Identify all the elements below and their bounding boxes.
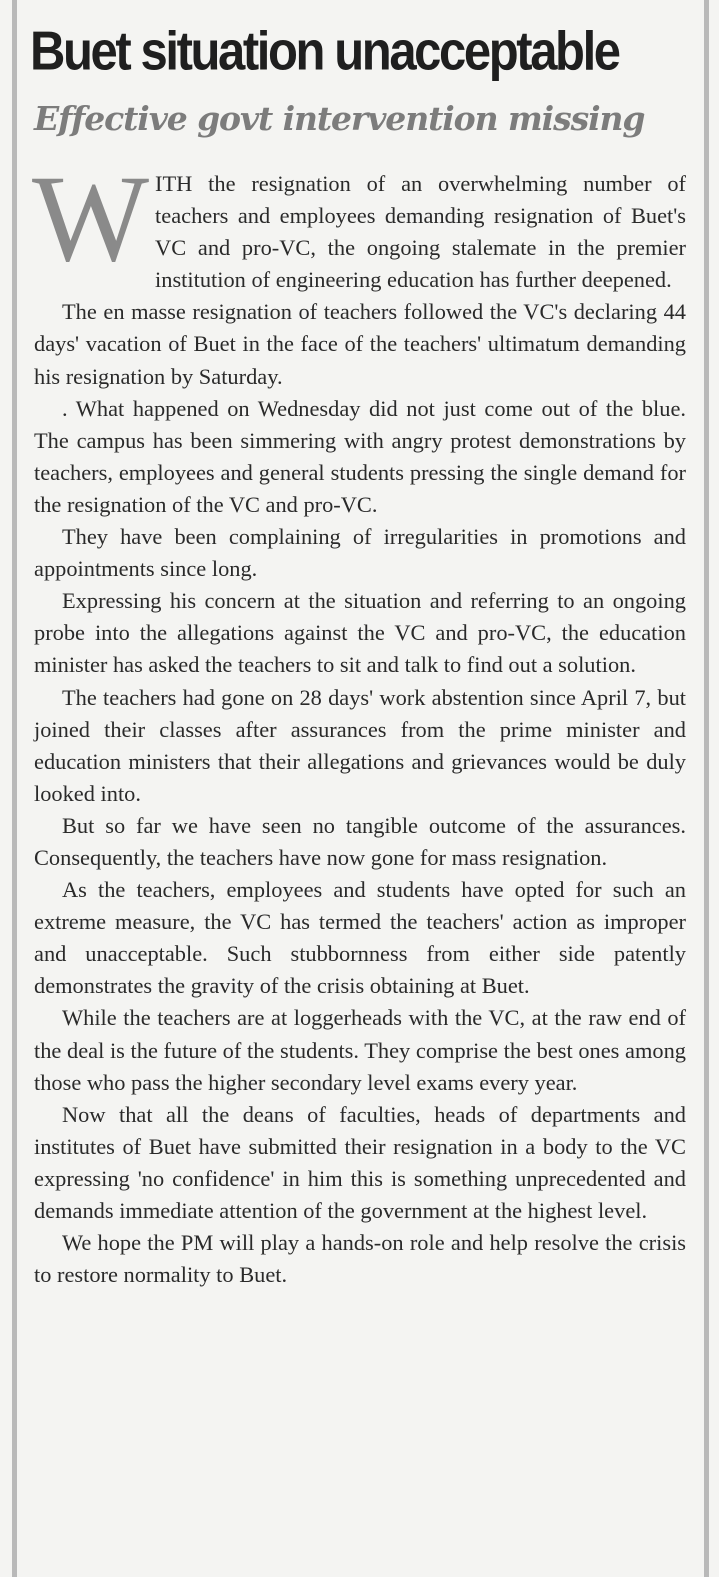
paragraph-text: ITH the resignation of an overwhelming number of teachers and employees demanding resignation of Buet's VC and pro-VC, the ongoing stalemate in the premier institution of engineering education has further deepened. [155, 171, 686, 293]
article-paragraph: While the teachers are at loggerheads with the VC, at the raw end of the deal is the future of the students. They comprise the best ones among those who pass the higher secondary level exams every year. [34, 1005, 686, 1095]
article-paragraph: We hope the PM will play a hands-on role and help resolve the crisis to restore normality to Buet. [34, 1230, 686, 1288]
subheadline: Effective govt intervention missing [34, 99, 645, 138]
drop-cap: W [32, 150, 150, 287]
article-paragraph [32, 150, 686, 296]
article-paragraph: As the teachers, employees and students have opted for such an extreme measure, the VC has termed the teachers' action as improper and unacceptable. Such stubbornness from either side patently demonstrates the gravity of the crisis obtaining at Buet. [34, 877, 686, 999]
article-paragraph: But so far we have seen no tangible outcome of the assurances. Consequently, the teachers have now gone for mass resignation. [34, 812, 686, 870]
article-paragraph: . What happened on Wednesday did not just come out of the blue. The campus has been simmering with angry protest demonstrations by teachers, employees and general students pressing the single demand for the resignation of the VC and pro-VC. [34, 395, 686, 517]
article-paragraph: Now that all the deans of faculties, heads of departments and institutes of Buet have submitted their resignation in a body to the VC expressing 'no confidence' in him this is something unprecedented and demands immediate attention of the government at the highest level. [34, 1101, 686, 1223]
article-paragraph: They have been complaining of irregularities in promotions and appointments since long. [34, 524, 686, 582]
article-paragraph: Expressing his concern at the situation and referring to an ongoing probe into the allegations against the VC and pro-VC, the education minister has asked the teachers to sit and talk to find out a solution. [34, 588, 686, 678]
article-body [32, 150, 686, 1558]
article-paragraph: The teachers had gone on 28 days' work abstention since April 7, but joined their classes after assurances from the prime minister and education ministers that their allegations and grievances would be duly looked into. [34, 684, 686, 806]
headline: Buet situation unacceptable [30, 21, 619, 82]
column-rule-left [12, 0, 17, 1577]
article-paragraph: The en masse resignation of teachers followed the VC's declaring 44 days' vacation of Buet in the face of the teachers' ultimatum demanding his resignation by Saturday. [34, 299, 686, 389]
column-rule-right [704, 0, 709, 1577]
